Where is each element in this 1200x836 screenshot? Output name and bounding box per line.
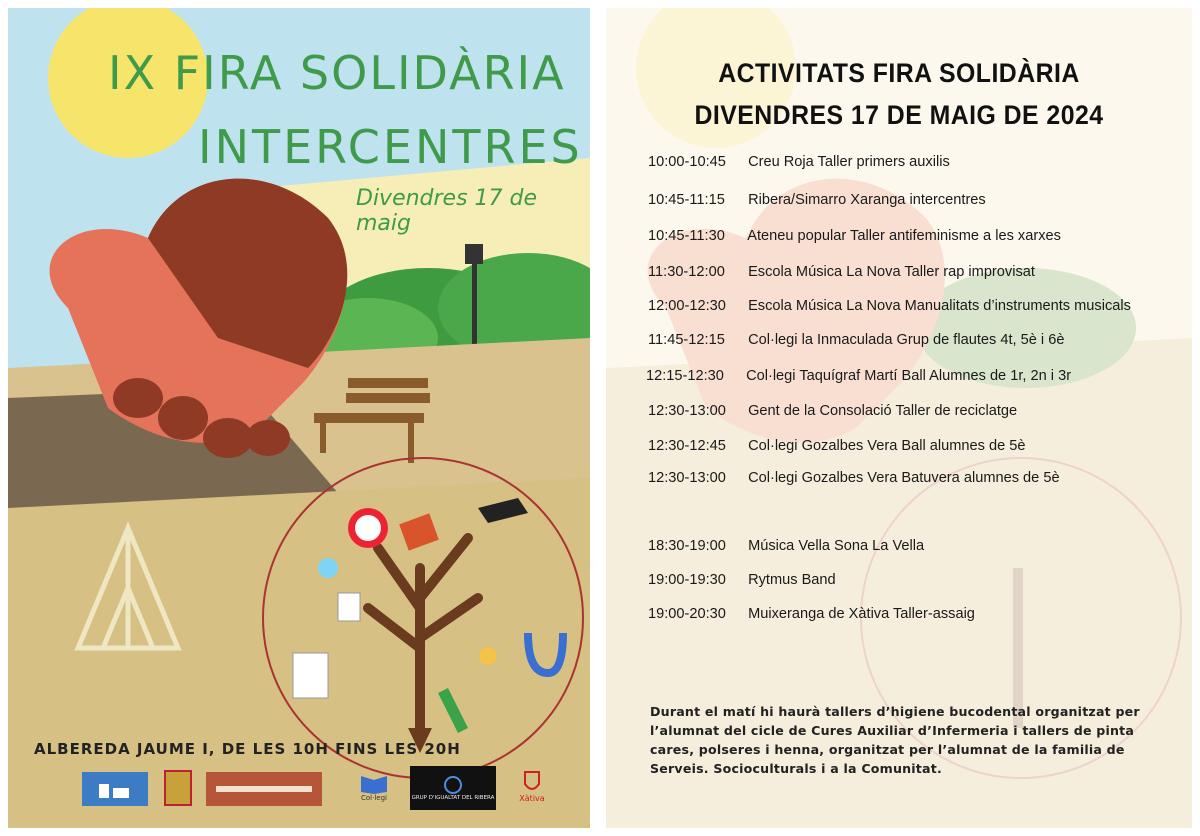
sponsor-logo-4 <box>354 766 394 806</box>
sponsor-logo-4-text: Col·legi <box>361 794 387 802</box>
schedule-row <box>648 154 950 170</box>
schedule-time: 12:30-12:45 <box>648 438 726 454</box>
sheet-title-line1: ACTIVITATS FIRA SOLIDÀRIA <box>718 58 1080 88</box>
sponsor-logo-3 <box>206 772 322 806</box>
schedule-activity: Col·legi Taquígraf Martí Ball Alumnes de 1r, 2n i 3r <box>746 368 1072 384</box>
schedule-row <box>648 470 1060 486</box>
schedule-row <box>646 368 1071 384</box>
schedule-time: 11:30-12:00 <box>648 264 725 280</box>
schedule-row <box>648 438 1026 454</box>
schedule-time: 12:15-12:30 <box>646 368 724 384</box>
schedule-row <box>648 298 1131 314</box>
schedule-time: 10:00-10:45 <box>648 154 726 170</box>
activities-sheet <box>606 8 1192 828</box>
schedule-time: 11:45-12:15 <box>648 332 725 348</box>
schedule-row <box>648 606 975 622</box>
poster-title-line2: INTERCENTRES <box>198 120 583 174</box>
schedule-row <box>648 192 986 208</box>
schedule-activity: Creu Roja Taller primers auxilis <box>748 154 950 170</box>
schedule-time: 19:00-20:30 <box>648 606 726 622</box>
schedule-activity: Rytmus Band <box>748 572 836 588</box>
schedule-row <box>648 403 1017 419</box>
schedule-time: 19:00-19:30 <box>648 572 726 588</box>
poster-venue: ALBEREDA JAUME I, DE LES 10H FINS LES 20H <box>34 740 461 758</box>
schedule-row <box>648 332 1064 348</box>
schedule-row <box>648 572 836 588</box>
schedule-activity: Escola Música La Nova Taller rap improvisat <box>748 264 1035 280</box>
schedule-activity: Gent de la Consolació Taller de reciclatge <box>748 403 1018 419</box>
poster-title-line1: IX FIRA SOLIDÀRIA <box>108 46 566 100</box>
schedule-activity: Col·legi la Inmaculada Grup de flautes 4t, 5è i 6è <box>748 332 1065 348</box>
sheet-title-line2: DIVENDRES 17 DE MAIG DE 2024 <box>694 100 1104 130</box>
schedule-activity: Escola Música La Nova Manualitats d’instruments musicals <box>748 298 1131 314</box>
sponsor-logo-6-caption: Xàtiva <box>519 793 545 803</box>
schedule-row <box>648 228 1061 244</box>
sponsor-logo-6 <box>512 764 552 808</box>
schedule-activity: Ribera/Simarro Xaranga intercentres <box>748 192 986 208</box>
schedule-row <box>648 538 924 554</box>
note-paragraph: Durant el matí hi haurà tallers d’higiene bucodental organitzat per l’alumnat del cicle de Cures Auxiliar d’Infermeria i tallers de pinta cares, polseres i henna, organitzat per l’alumnat de la familia de Serveis. Socioculturals i a la Comunitat. <box>650 704 1140 776</box>
schedule-time: 12:30-13:00 <box>648 470 726 486</box>
sponsor-logo-1 <box>82 772 148 806</box>
schedule-row <box>648 264 1035 280</box>
sponsor-logo-2 <box>164 770 192 806</box>
schedule-activity: Música Vella Sona La Vella <box>748 538 925 554</box>
sponsor-logo-5-caption: GRUP D'IGUALTAT DEL RIBERA <box>411 795 495 801</box>
schedule-time: 12:00-12:30 <box>648 298 726 314</box>
poster <box>8 8 590 828</box>
schedule-activity: Muixeranga de Xàtiva Taller-assaig <box>748 606 975 622</box>
poster-date: Divendres 17 de maig <box>356 186 538 236</box>
schedule-time: 18:30-19:00 <box>648 538 726 554</box>
schedule-activity: Col·legi Gozalbes Vera Ball alumnes de 5è <box>748 438 1026 454</box>
schedule-time: 10:45-11:15 <box>648 192 725 208</box>
sponsor-logo-5 <box>410 766 496 810</box>
schedule-activity: Col·legi Gozalbes Vera Batuvera alumnes de 5è <box>748 470 1060 486</box>
schedule-activity: Ateneu popular Taller antifeminisme a les xarxes <box>747 228 1061 244</box>
schedule-time: 12:30-13:00 <box>648 403 726 419</box>
schedule-time: 10:45-11:30 <box>648 228 725 244</box>
